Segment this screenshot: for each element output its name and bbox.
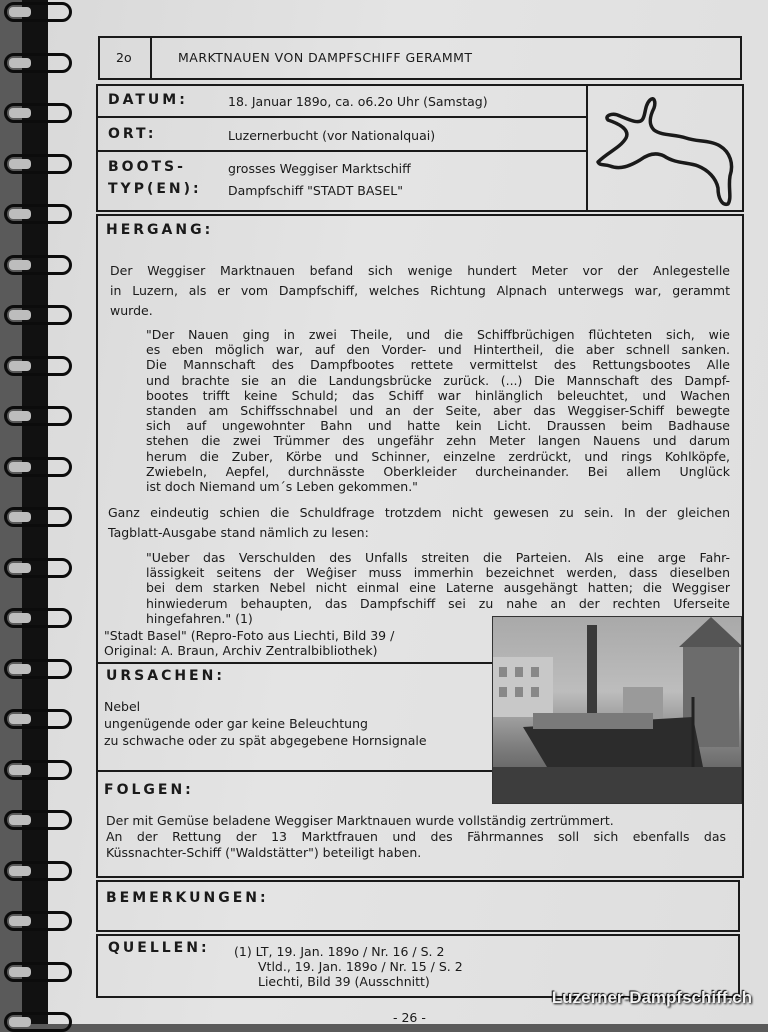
hergang-label: HERGANG:	[106, 222, 214, 238]
folgen-label: FOLGEN:	[104, 782, 194, 798]
binding-ring	[4, 861, 72, 881]
bemerkungen-label: BEMERKUNGEN:	[106, 890, 269, 906]
bemerkungen-box	[96, 880, 740, 932]
bootstyp-value-1: grosses Weggiser Marktschiff	[228, 161, 411, 176]
binding-ring	[4, 154, 72, 174]
caption-line: Original: A. Braun, Archiv Zentralbibliothek)	[104, 643, 378, 658]
binding-ring	[4, 305, 72, 325]
watermark: Luzerner-Dampfschiff.ch	[551, 988, 752, 1007]
steamship-photo	[492, 616, 742, 804]
quote-line: es eben möglich war, auf den Vorder- und Hintertheil, die aber schnell sanken.	[146, 342, 730, 358]
folgen-line: Der mit Gemüse beladene Weggiser Marktnauen wurde vollständig zertrümmert.	[106, 813, 614, 828]
map-divider	[586, 84, 588, 212]
binding-ring	[4, 356, 72, 376]
header-divider	[150, 36, 152, 80]
quote-line: "Ueber das Verschulden des Unfalls streiten die Parteien. Als eine arge Fahr-	[146, 550, 730, 565]
binding-ring	[4, 507, 72, 527]
hergang-intro	[110, 261, 730, 321]
quote-line: Zwiebeln, Aepfel, durchnässte Oberkleider durcheinander. Bei allem Unglück	[146, 463, 730, 479]
info-divider-1	[96, 116, 586, 118]
binding-ring	[4, 911, 72, 931]
bootstyp-label-1: BOOTS-	[108, 159, 186, 175]
quelle-line: (1) LT, 19. Jan. 189o / Nr. 16 / S. 2	[234, 944, 445, 959]
intro-line: in Luzern, als er vom Dampfschiff, welches Richtung Alpnach unterwegs war, gerammt	[110, 283, 730, 298]
quote-line: bootes trifft keine Schuld; das Schiff war hinlänglich beleuchtet, und Wachen	[146, 387, 730, 403]
quote-line: Die Mannschaft des Dampfbootes rettete vermittelst des Rettungsbootes Alle	[146, 357, 730, 373]
ursachen-label: URSACHEN:	[106, 668, 225, 684]
photo-caption	[104, 628, 394, 658]
ursachen-list	[104, 698, 427, 749]
ursache-item: zu schwache oder zu spät abgegebene Hornsignale	[104, 733, 427, 748]
datum-label: DATUM:	[108, 92, 188, 108]
quote-line: sich auf ungewohnter Bahn und hatte kein Licht. Draussen beim Badhause	[146, 418, 730, 434]
info-divider-2	[96, 150, 586, 152]
quellen-list	[234, 944, 463, 989]
quelle-line: Liechti, Bild 39 (Ausschnitt)	[258, 974, 430, 989]
quote-line: herum die Zuber, Körbe und Schinner, einzelne zerdrückt, und rings Kohlköpfe,	[146, 448, 730, 464]
folgen-top-line	[96, 770, 492, 772]
binding-ring	[4, 760, 72, 780]
bootstyp-label-2: TYP(EN):	[108, 181, 202, 197]
quelle-line: Vtld., 19. Jan. 189o / Nr. 15 / S. 2	[258, 959, 463, 974]
quote-line: hingefahren." (1)	[146, 610, 253, 626]
hergang-quote-2	[146, 550, 730, 626]
binding-ring	[4, 255, 72, 275]
ursache-item: Nebel	[104, 699, 141, 714]
binding-ring	[4, 53, 72, 73]
folgen-line: An der Rettung der 13 Marktfrauen und des Fährmannes soll sich ebenfalls das	[106, 829, 726, 844]
bootstyp-value-2: Dampfschiff "STADT BASEL"	[228, 183, 403, 198]
page-title: MARKTNAUEN VON DAMPFSCHIFF GERAMMT	[178, 50, 473, 65]
intro-line: Der Weggiser Marktnauen befand sich wenige hundert Meter vor der Anlegestelle	[110, 263, 730, 278]
binding-ring	[4, 457, 72, 477]
binding-ring	[4, 810, 72, 830]
ursache-item: ungenügende oder gar keine Beleuchtung	[104, 716, 368, 731]
binding-ring	[4, 962, 72, 982]
quote-line: hinwiederum behaupten, das Dampfschiff sei zu nahe an der rechten Uferseite	[146, 595, 730, 611]
ort-value: Luzernerbucht (vor Nationalquai)	[228, 128, 436, 143]
binding-ring	[4, 709, 72, 729]
quote-line: bei dem starken Nebel nicht einmal eine Laterne ausgehängt hatten; die Weggiser	[146, 580, 730, 596]
middle-line: Ganz eindeutig schien die Schuldfrage trotzdem nicht gewesen zu sein. In der gleichen	[108, 505, 730, 520]
binding-ring	[4, 608, 72, 628]
hergang-quote-1	[146, 327, 730, 494]
quote-line: ist doch Niemand um´s Leben gekommen."	[146, 479, 418, 495]
binding-ring	[4, 659, 72, 679]
datum-value: 18. Januar 189o, ca. o6.2o Uhr (Samstag)	[228, 94, 488, 109]
binding-ring	[4, 204, 72, 224]
binding-ring	[4, 558, 72, 578]
quote-line: "Der Nauen ging in zwei Theile, und die Schiffbrüchigen flüchteten sich, wie	[146, 327, 730, 342]
lake-map-icon	[590, 90, 740, 210]
intro-line: wurde.	[110, 303, 153, 318]
binding-ring	[4, 2, 72, 22]
folgen-text	[106, 813, 726, 861]
binding-ring	[4, 103, 72, 123]
hergang-middle	[108, 503, 730, 543]
quote-line: lässigkeit seitens der Weĝiser muss immerhin bezeichnet werden, dass dieselben	[146, 565, 730, 581]
ursachen-top-line	[96, 662, 492, 664]
binding-ring	[4, 1012, 72, 1032]
quote-line: stehen die zwei Trümmer des ungefähr zehn Meter langen Nauens und darum	[146, 433, 730, 449]
caption-line: "Stadt Basel" (Repro-Foto aus Liechti, Bild 39 /	[104, 628, 395, 643]
ort-label: ORT:	[108, 126, 157, 142]
footer-page-number: - 26 -	[393, 1010, 426, 1025]
middle-line: Tagblatt-Ausgabe stand nämlich zu lesen:	[108, 525, 369, 540]
folgen-line: Küssnachter-Schiff ("Waldstätter") beteiligt haben.	[106, 845, 422, 860]
quellen-label: QUELLEN:	[108, 940, 210, 956]
quote-line: standen am Schiffsschnabel und an der Seite, aber das Weggiser-Schiff bewegte	[146, 403, 730, 419]
binding-ring	[4, 406, 72, 426]
quote-line: und brachte sie an die Landungsbrücke zurück. (...) Die Mannschaft des Dampf-	[146, 372, 730, 388]
section-number: 2o	[116, 50, 132, 65]
